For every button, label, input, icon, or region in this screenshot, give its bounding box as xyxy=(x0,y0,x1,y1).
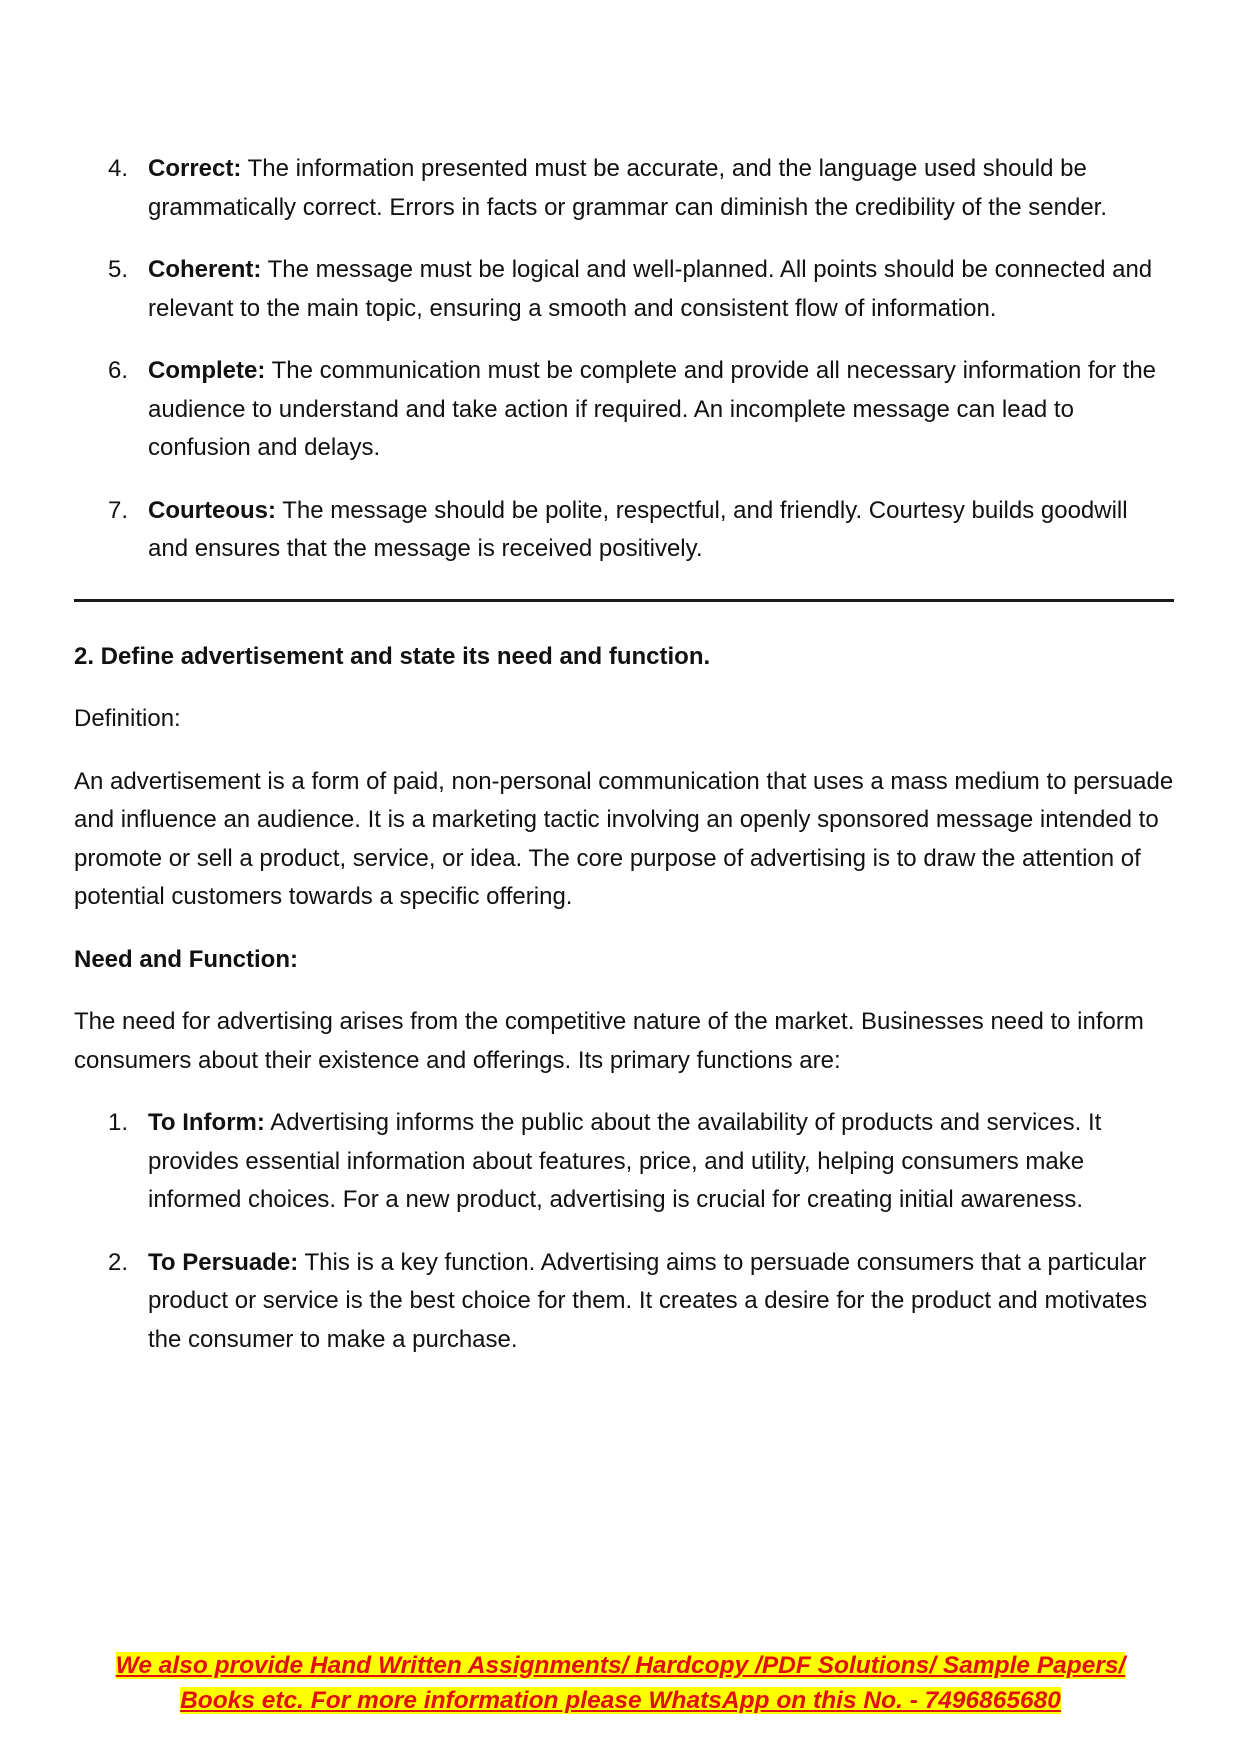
list-term: Complete: xyxy=(148,357,266,384)
list-term: Coherent: xyxy=(148,256,262,283)
list-number: 6. xyxy=(108,357,129,384)
list-number: 1. xyxy=(108,1109,129,1136)
list-text: The information presented must be accurate, and the language used should be grammatically correct. Errors in facts or grammar can diminish the credibility of the sender. xyxy=(148,155,1108,221)
list-item xyxy=(74,251,1174,328)
qualities-list xyxy=(74,150,1174,569)
functions-list xyxy=(74,1104,1174,1359)
list-item xyxy=(74,352,1174,468)
need-paragraph: The need for advertising arises from the competitive nature of the market. Businesses need to inform consumers about their existence and offerings. Its primary functions are: xyxy=(74,1008,1144,1074)
list-term: Correct: xyxy=(148,155,242,182)
page-content xyxy=(74,150,1174,1383)
list-text: This is a key function. Advertising aims to persuade consumers that a particular product or service is the best choice for them. It creates a desire for the product and motivates the consumer to make a purchase. xyxy=(148,1248,1148,1353)
list-text: The message should be polite, respectful, and friendly. Courtesy builds goodwill and ensures that the message is received positively. xyxy=(148,496,1128,562)
definition-paragraph: An advertisement is a form of paid, non-personal communication that uses a mass medium to persuade and influence an audience. It is a marketing tactic involving an openly sponsored message intended to promote or sell a product, service, or idea. The core purpose of advertising is to draw the attention of potential customers towards a specific offering. xyxy=(74,767,1174,910)
need-function-heading: Need and Function: xyxy=(74,945,298,973)
footer-line-2: Books etc. For more information please WhatsApp on this No. - 7496865680 xyxy=(180,1687,1061,1714)
definition-label: Definition: xyxy=(74,705,181,732)
list-item xyxy=(74,150,1174,227)
list-term: To Inform: xyxy=(148,1109,265,1136)
list-item xyxy=(74,1244,1174,1360)
list-item xyxy=(74,492,1174,569)
question-heading: 2. Define advertisement and state its need and function. xyxy=(74,642,711,670)
list-item xyxy=(74,1104,1174,1220)
list-term: To Persuade: xyxy=(148,1248,299,1276)
list-number: 4. xyxy=(108,155,129,182)
footer-line-1: We also provide Hand Written Assignments/ Hardcopy /PDF Solutions/ Sample Papers/ xyxy=(115,1652,1126,1679)
section-divider xyxy=(74,599,1174,602)
list-number: 7. xyxy=(108,496,129,524)
list-text: The communication must be complete and provide all necessary information for the audience to understand and take action if required. An incomplete message can lead to confusion and delays. xyxy=(148,357,1157,461)
list-number: 5. xyxy=(108,256,129,283)
promo-footer xyxy=(0,1648,1241,1718)
list-text: The message must be logical and well-planned. All points should be connected and relevant to the main topic, ensuring a smooth and consistent flow of information. xyxy=(148,256,1153,322)
list-number: 2. xyxy=(108,1248,129,1276)
list-term: Courteous: xyxy=(148,496,276,524)
list-text: Advertising informs the public about the availability of products and services. It provides essential information about features, price, and utility, helping consumers make informed choices. For a new product, advertising is crucial for creating initial awareness. xyxy=(148,1109,1102,1213)
